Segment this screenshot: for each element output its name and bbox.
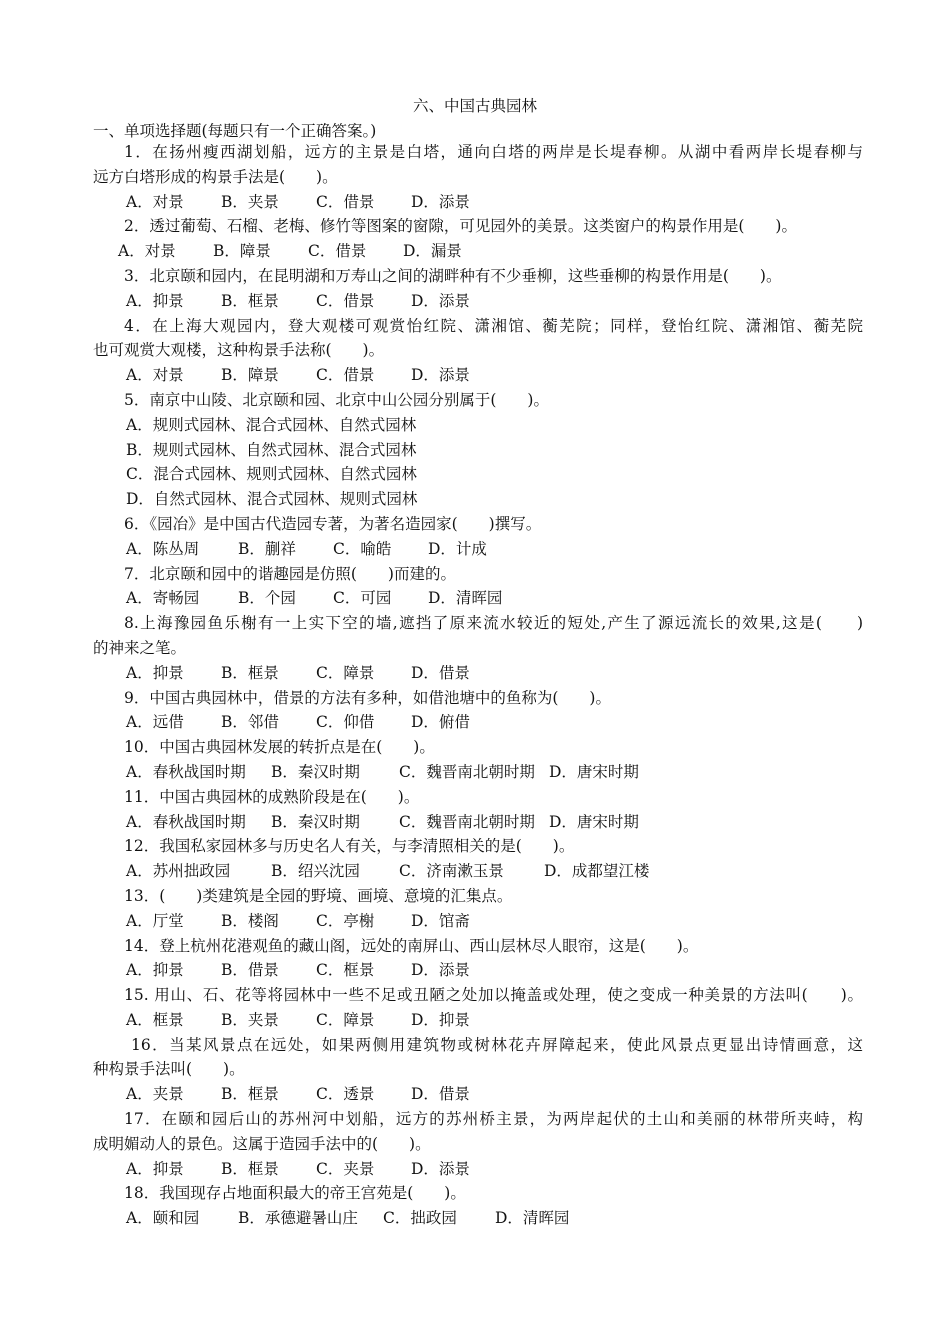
option: C．借景 (316, 291, 375, 310)
option: B．障景 (213, 242, 271, 261)
option: C．仰借 (316, 713, 375, 732)
option: A．框景 (126, 1010, 184, 1029)
option: C．济南漱玉景 (399, 862, 504, 881)
question-18-line-1: 18．我国现存占地面积最大的帝王宫苑是( )。 (124, 1184, 466, 1203)
question-9-line-1: 9．中国古典园林中，借景的方法有多种，如借池塘中的鱼称为( )。 (124, 688, 611, 707)
option: D．清晖园 (428, 589, 503, 608)
question-11-line-1: 11．中国古典园林的成熟阶段是在( )。 (124, 787, 420, 806)
option: A．夹景 (126, 1085, 184, 1104)
option: A．对景 (118, 242, 176, 261)
question-13-line-1: 13．( )类建筑是全园的野境、画境、意境的汇集点。 (124, 886, 513, 905)
question-5-option-c: C．混合式园林、规则式园林、自然式园林 (126, 465, 417, 484)
option: B．邻借 (221, 713, 279, 732)
option: A．对景 (126, 366, 184, 385)
option: A．抑景 (126, 663, 184, 682)
option: D．添景 (411, 1159, 470, 1178)
option: B．框景 (221, 1085, 279, 1104)
option: A．对景 (126, 192, 184, 211)
option: B．夹景 (221, 192, 279, 211)
question-4-options (93, 363, 863, 388)
question-16-line-1: 16．当某风景点在远处，如果两侧用建筑物或树林花卉屏障起来，使此风景点更显出诗情画意，这 (131, 1035, 863, 1054)
question-7-options (93, 586, 863, 611)
option: A．春秋战国时期 (126, 762, 246, 781)
option: B．楼阁 (221, 911, 279, 930)
option: C．透景 (316, 1085, 375, 1104)
option: B．框景 (221, 1159, 279, 1178)
option: C．夹景 (316, 1159, 375, 1178)
option: B．借景 (221, 961, 279, 980)
option: B．夹景 (221, 1010, 279, 1029)
option: B．障景 (221, 366, 279, 385)
question-5-line-1: 5．南京中山陵、北京颐和园、北京中山公园分别属于( )。 (124, 390, 549, 409)
question-1-line-1: 1．在扬州瘦西湖划船，远方的主景是白塔，通向白塔的两岸是长堤春柳。从湖中看两岸长堤春柳与 (124, 143, 863, 161)
question-17-options (93, 1157, 863, 1182)
question-4-line-1: 4．在上海大观园内，登大观楼可观赏怡红院、潇湘馆、蘅芜院；同样，登怡红院、潇湘馆、蘅芜院 (124, 316, 863, 335)
question-1-options (93, 190, 863, 215)
option: D．漏景 (403, 242, 462, 261)
question-16-line-2: 种构景手法叫( )。 (93, 1060, 245, 1079)
option: D．俯借 (411, 713, 470, 732)
option: A．寄畅园 (126, 589, 200, 608)
option: A．抑景 (126, 291, 184, 310)
question-17-line-1: 17．在颐和园后山的苏州河中划船，远方的苏州桥主景，为两岸起伏的土山和美丽的林带所夹峙，构 (124, 1110, 863, 1129)
option: D．唐宋时期 (549, 762, 639, 781)
option: C．魏晋南北朝时期 (399, 762, 535, 781)
option: D．添景 (411, 961, 470, 980)
option: C．喻皓 (333, 539, 392, 558)
question-13-options (93, 909, 863, 934)
option: A．苏州拙政园 (126, 862, 231, 881)
question-18-options (93, 1206, 863, 1231)
option: D．清晖园 (495, 1209, 570, 1228)
option: C．借景 (316, 366, 375, 385)
question-10-options (93, 760, 863, 785)
question-2-line-1: 2．透过葡萄、石榴、老梅、修竹等图案的窗隙，可见园外的美景。这类窗户的构景作用是( )。 (124, 217, 797, 236)
option: C．可园 (333, 589, 392, 608)
option: C．魏晋南北朝时期 (399, 812, 535, 831)
question-3-options (93, 289, 863, 314)
option: A．远借 (126, 713, 184, 732)
page-title: 六、中国古典园林 (412, 97, 537, 115)
question-12-line-1: 12．我国私家园林多与历史名人有关，与李清照相关的是( )。 (124, 837, 575, 856)
option: B．秦汉时期 (271, 812, 360, 831)
option: C．障景 (316, 663, 375, 682)
option: C．借景 (308, 242, 367, 261)
option: B．框景 (221, 663, 279, 682)
question-16-options (93, 1082, 863, 1107)
question-1-line-2: 远方白塔形成的构景手法是( )。 (93, 167, 338, 186)
option: A．抑景 (126, 961, 184, 980)
question-12-options (93, 859, 863, 884)
question-14-options (93, 958, 863, 983)
option: A．陈丛周 (126, 539, 200, 558)
section-heading: 一、单项选择题(每题只有一个正确答案。) (93, 122, 377, 140)
question-15-options (93, 1008, 863, 1033)
option: D．馆斋 (411, 911, 470, 930)
option: C．障景 (316, 1010, 375, 1029)
option: A．春秋战国时期 (126, 812, 246, 831)
question-17-line-2: 成明媚动人的景色。这属于造园手法中的( )。 (93, 1134, 431, 1153)
question-6-options (93, 537, 863, 562)
question-9-options (93, 710, 863, 735)
question-11-options (93, 810, 863, 835)
option: B．秦汉时期 (271, 762, 360, 781)
question-10-line-1: 10．中国古典园林发展的转折点是在( )。 (124, 738, 435, 757)
option: D．借景 (411, 663, 470, 682)
option: B．框景 (221, 291, 279, 310)
option: B．个园 (238, 589, 296, 608)
question-15-line-1: 15. 用山、石、花等将园林中一些不足或丑陋之处加以掩盖或处理，使之变成一种美景的方法叫( )。 (124, 986, 863, 1005)
option: C．亭榭 (316, 911, 375, 930)
question-8-line-1: 8.上海豫园鱼乐榭有一上实下空的墙,遮挡了原来流水较近的短处,产生了源远流长的效果,这是( ) (124, 614, 863, 633)
question-8-line-2: 的神来之笔。 (93, 638, 187, 657)
question-5-option-b: B．规则式园林、自然式园林、混合式园林 (126, 440, 417, 459)
question-7-line-1: 7．北京颐和园中的谐趣园是仿照( )而建的。 (124, 564, 456, 583)
question-5-option-d: D．自然式园林、混合式园林、规则式园林 (126, 490, 418, 509)
option: D．借景 (411, 1085, 470, 1104)
option: B．绍兴沈园 (271, 862, 360, 881)
question-3-line-1: 3．北京颐和园内，在昆明湖和万寿山之间的湖畔种有不少垂柳，这些垂柳的构景作用是( )。 (124, 266, 782, 285)
question-4-line-2: 也可观赏大观楼，这种构景手法称( )。 (93, 341, 385, 360)
option: D．抑景 (411, 1010, 470, 1029)
option: D．添景 (411, 192, 470, 211)
question-5-option-a: A．规则式园林、混合式园林、自然式园林 (126, 415, 417, 434)
option: C．框景 (316, 961, 375, 980)
option: A．厅堂 (126, 911, 184, 930)
option: D．添景 (411, 366, 470, 385)
option: D．计成 (428, 539, 487, 558)
option: C．借景 (316, 192, 375, 211)
option: C．拙政园 (383, 1209, 457, 1228)
option: B．蒯祥 (238, 539, 296, 558)
option: D．唐宋时期 (549, 812, 639, 831)
question-14-line-1: 14．登上杭州花港观鱼的藏山阁，远处的南屏山、西山层林尽人眼帘，这是( )。 (124, 936, 699, 955)
question-6-line-1: 6．《园冶》是中国古代造园专著，为著名造园家( )撰写。 (124, 514, 542, 533)
question-2-options (93, 239, 863, 264)
option: D．添景 (411, 291, 470, 310)
option: A．颐和园 (126, 1209, 200, 1228)
option: B．承德避暑山庄 (238, 1209, 358, 1228)
question-list (93, 140, 863, 1231)
question-8-options (93, 661, 863, 686)
option: D．成都望江楼 (544, 862, 650, 881)
option: A．抑景 (126, 1159, 184, 1178)
